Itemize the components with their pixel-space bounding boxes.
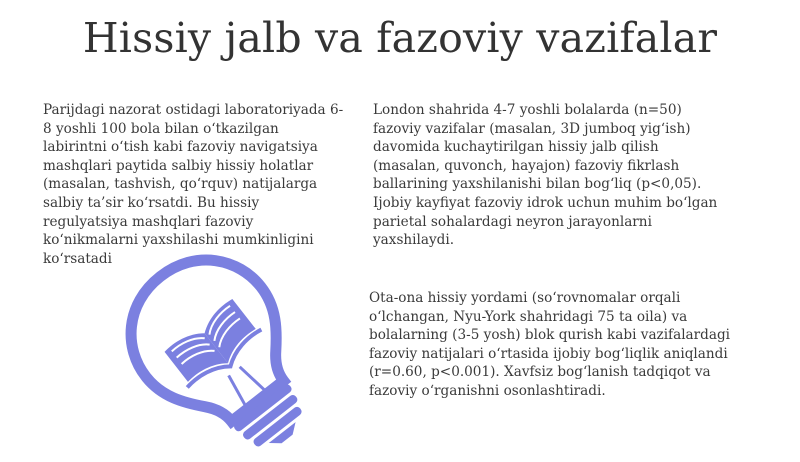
slide-title: Hissiy jalb va fazoviy vazifalar (82, 14, 718, 62)
paragraph-left: Parijdagi nazorat ostidagi laboratoriyada 6-8 yoshli 100 bola bilan o‘tkazilgan labirintni o‘tish kabi fazoviy navigatsiya mashqlari paytida salbiy hissiy holatlar (masalan, tashvish, qo‘rquv) natijalarga salbiy ta’sir ko‘rsatdi. Bu hissiy regulyatsiya mashqlari fazoviy ko‘nikmalarni yaxshilashi mumkinligini ko‘rsatadi (43, 102, 344, 267)
paragraph-right-bottom: Ota-ona hissiy yordami (so‘rovnomalar orqali o‘lchangan, Nyu-York shahridagi 75 ta oila) va bolalarning (3-5 yosh) blok qurish kabi vazifalardagi fazoviy natijalari o‘rtasida ijobiy bog‘liqlik aniqlandi (r=0.60, p<0.001). Xavfsiz bog‘lanish tadqiqot va fazoviy o‘rganishni osonlashtiradi. (369, 290, 730, 399)
lightbulb-with-book-icon (115, 248, 325, 458)
paragraph-right-top: London shahrida 4-7 yoshli bolalarda (n=50) fazoviy vazifalar (masalan, 3D jumboq yig‘ish) davomida kuchaytirilgan hissiy jalb qilish (masalan, quvonch, hayajon) fazoviy fikrlash ballarining yaxshilanishi bilan bog‘liq (p<0,05). Ijobiy kayfiyat fazoviy idrok uchun muhim bo‘lgan parietal sohalardagi neyron jarayonlarni yaxshilaydi. (373, 102, 718, 249)
